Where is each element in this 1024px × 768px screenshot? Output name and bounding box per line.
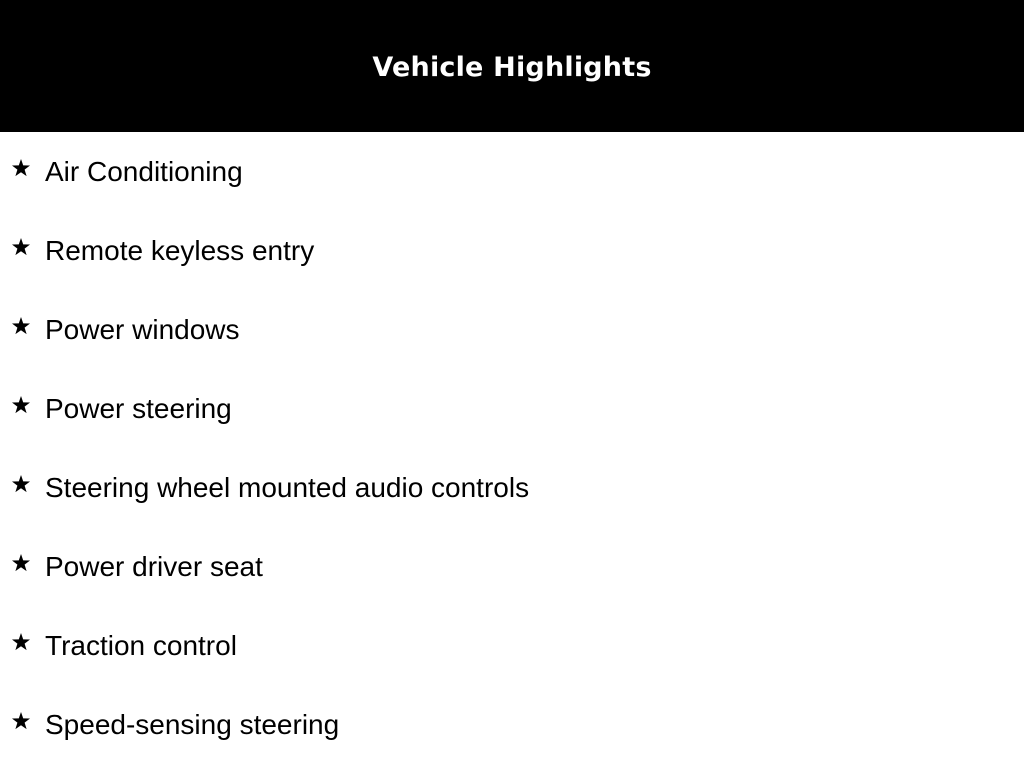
list-item xyxy=(0,231,1024,271)
feature-label: Remote keyless entry xyxy=(45,235,315,266)
star-icon xyxy=(11,316,31,336)
list-item xyxy=(0,310,1024,350)
list-item xyxy=(0,468,1024,508)
feature-label: Power windows xyxy=(45,314,240,345)
star-icon xyxy=(11,474,31,494)
list-item xyxy=(0,705,1024,745)
feature-label: Air Conditioning xyxy=(45,156,243,187)
feature-label: Power steering xyxy=(45,393,232,424)
star-icon xyxy=(11,237,31,257)
star-icon xyxy=(11,711,31,731)
feature-label: Power driver seat xyxy=(45,551,263,582)
star-icon xyxy=(11,553,31,573)
list-item xyxy=(0,152,1024,192)
list-item xyxy=(0,547,1024,587)
feature-label: Steering wheel mounted audio controls xyxy=(45,472,530,503)
header-bar xyxy=(0,0,1024,132)
feature-list xyxy=(0,132,1024,768)
page-title: Vehicle Highlights xyxy=(372,52,652,83)
feature-label: Traction control xyxy=(45,630,237,661)
star-icon xyxy=(11,632,31,652)
feature-label: Speed-sensing steering xyxy=(45,709,340,740)
star-icon xyxy=(11,158,31,178)
star-icon xyxy=(11,395,31,415)
list-item xyxy=(0,389,1024,429)
list-item xyxy=(0,626,1024,666)
